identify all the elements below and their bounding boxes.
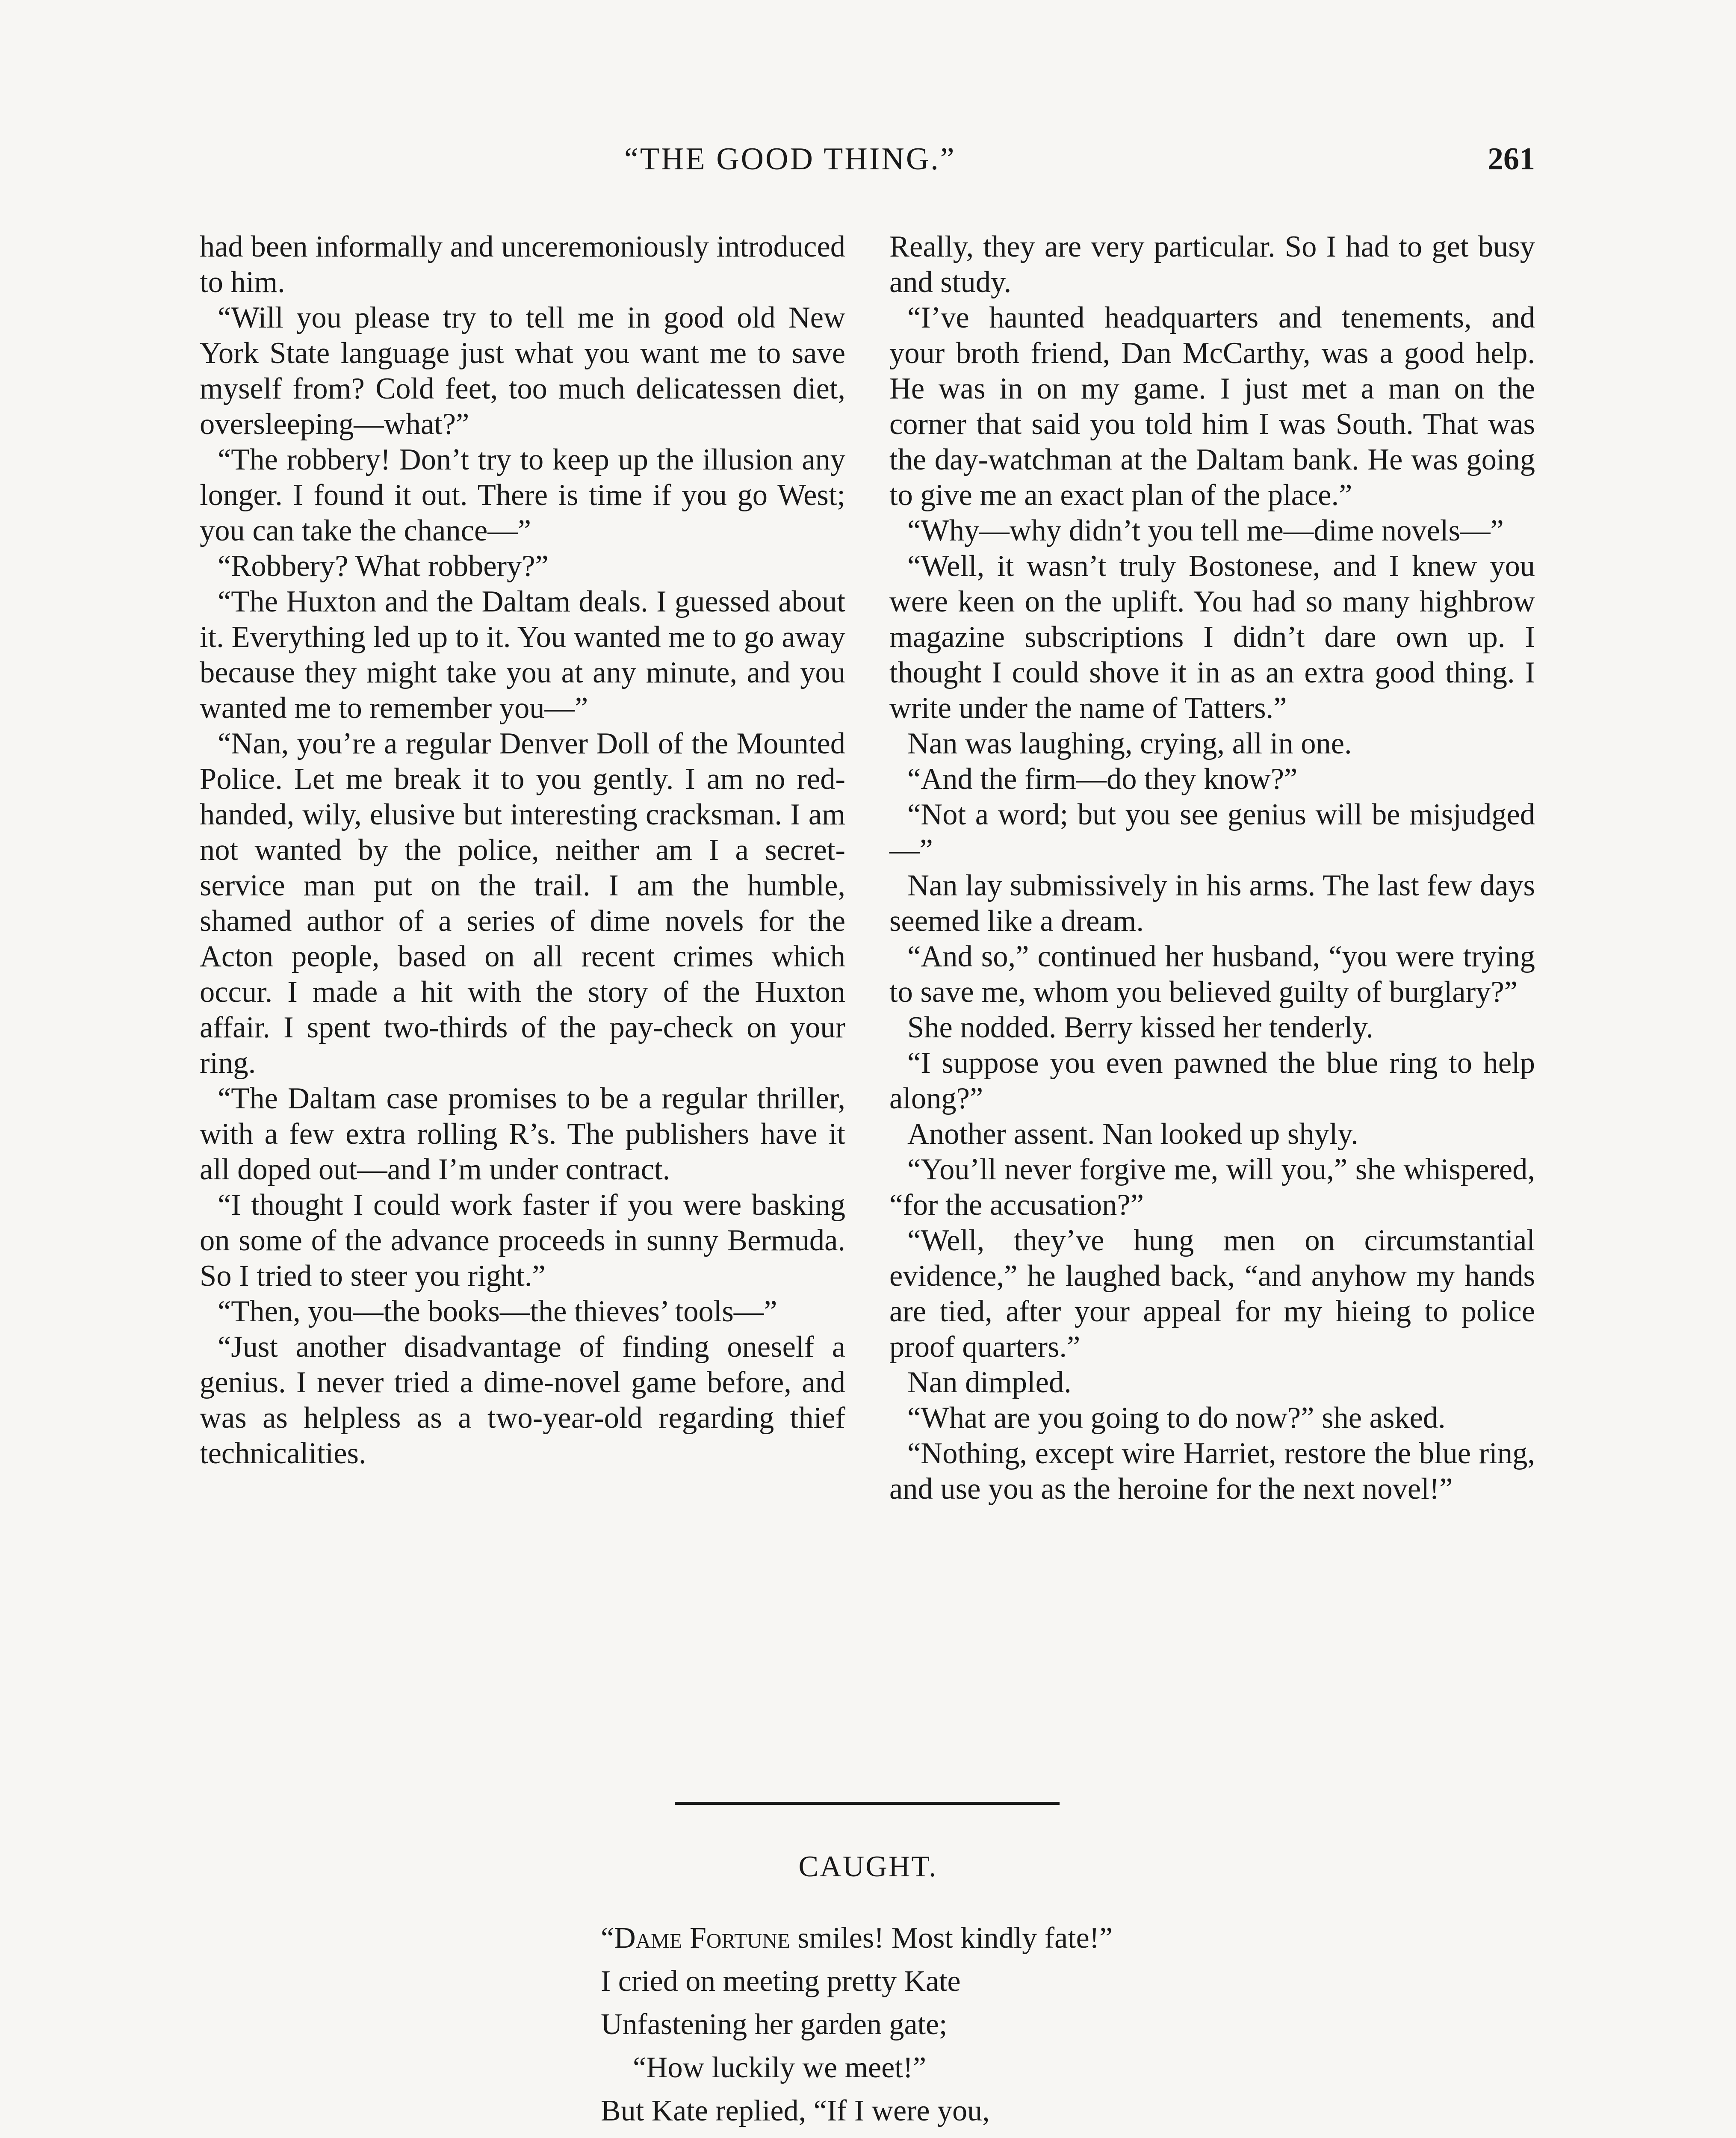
paragraph: “The Huxton and the Daltam deals. I guessed about it. Everything led up to it. You wanted me to go away because they might take you at any minute, and you wanted me to remember you—”: [200, 585, 845, 725]
paragraph: Nan dimpled.: [907, 1366, 1072, 1399]
paragraph: Nan lay submissively in his arms. The last few days seemed like a dream.: [889, 869, 1535, 938]
poem: [601, 1917, 1113, 2138]
paragraph: “Then, you—the books—the thieves’ tools—”: [218, 1295, 777, 1328]
right-column: [889, 229, 1535, 1507]
dame-fortune-smallcaps: Dame Fortune: [614, 1922, 790, 1955]
paragraph: “And so,” continued her husband, “you were trying to save me, whom you believed guilty of burglary?”: [889, 940, 1535, 1009]
paragraph: “Not a word; but you see genius will be misjudged—”: [889, 798, 1535, 867]
paragraph: “Why—why didn’t you tell me—dime novels—”: [907, 514, 1504, 547]
paragraph: had been informally and unceremoniously introduced to him.: [200, 230, 845, 299]
paragraph: “The robbery! Don’t try to keep up the illusion any longer. I found it out. There is time if you go West; you can take the chance—”: [200, 443, 845, 547]
paragraph: Really, they are very particular. So I had to get busy and study.: [889, 230, 1535, 299]
paragraph: Another assent. Nan looked up shyly.: [907, 1117, 1358, 1151]
running-head-title: “THE GOOD THING.”: [624, 142, 956, 177]
paragraph: She nodded. Berry kissed her tenderly.: [907, 1011, 1373, 1044]
paragraph: “The Daltam case promises to be a regular thriller, with a few extra rolling R’s. The publishers have it all doped out—and I’m under contract.: [200, 1082, 845, 1186]
paragraph: “You’ll never forgive me, will you,” she whispered, “for the accusation?”: [889, 1153, 1535, 1222]
poem-line: “How luckily we meet!”: [633, 2051, 927, 2084]
paragraph: “Well, it wasn’t truly Bostonese, and I knew you were keen on the uplift. You had so many highbrow magazine subscriptions I didn’t dare own up. I thought I could shove it in as an extra good thing. I write under the name of Tatters.”: [889, 549, 1535, 725]
opening-quote: “: [601, 1922, 614, 1955]
paragraph: “And the firm—do they know?”: [907, 762, 1298, 796]
paragraph: “What are you going to do now?” she asked.: [907, 1401, 1446, 1435]
paragraph: “I suppose you even pawned the blue ring to help along?”: [889, 1046, 1535, 1115]
paragraph: Nan was laughing, crying, all in one.: [907, 727, 1352, 760]
paragraph: “Just another disadvantage of finding oneself a genius. I never tried a dime-novel game before, and was as helpless as a two-year-old regarding thief technicalities.: [200, 1330, 845, 1470]
paragraph: “I’ve haunted headquarters and tenements, and your broth friend, Dan McCarthy, was a good help. He was in on my game. I just met a man on the corner that said you told him I was South. That was the day-watchman at the Daltam bank. He was going to give me an exact plan of the place.”: [889, 301, 1535, 512]
opening-rest: smiles! Most kindly fate!”: [790, 1922, 1113, 1955]
poem-line: [601, 1917, 1113, 1960]
poem-line: [601, 2132, 1113, 2138]
paragraph: “Nothing, except wire Harriet, restore the blue ring, and use you as the heroine for the next novel!”: [889, 1437, 1535, 1506]
left-column: [200, 229, 845, 1471]
paragraph: “Nan, you’re a regular Denver Doll of the Mounted Police. Let me break it to you gently. I am no red-handed, wily, elusive but interesting cracksman. I am not wanted by the police, neither am I a secret-service man put on the trail. I am the humble, shamed author of a series of dime novels for the Acton people, based on all recent crimes which occur. I made a hit with the story of the Huxton affair. I spent two-thirds of the pay-check on your ring.: [200, 727, 845, 1080]
paragraph: “Robbery? What robbery?”: [218, 549, 549, 583]
poem-line: But Kate replied, “If I were you,: [601, 2094, 990, 2127]
page-number: 261: [1488, 142, 1535, 177]
section-divider: [675, 1802, 1060, 1805]
paragraph: “Well, they’ve hung men on circumstantial evidence,” he laughed back, “and anyhow my hands are tied, after your appeal for my hieing to police proof quarters.”: [889, 1224, 1535, 1364]
poem-line: I cried on meeting pretty Kate: [601, 1965, 961, 1998]
poem-title: CAUGHT.: [798, 1850, 938, 1883]
paragraph: “I thought I could work faster if you were basking on some of the advance proceeds in sunny Bermuda. So I tried to steer you right.”: [200, 1188, 845, 1293]
poem-line: Unfastening her garden gate;: [601, 2008, 948, 2041]
paragraph: “Will you please try to tell me in good old New York State language just what you want me to save myself from? Cold feet, too much delicatessen diet, oversleeping—what?”: [200, 301, 845, 441]
